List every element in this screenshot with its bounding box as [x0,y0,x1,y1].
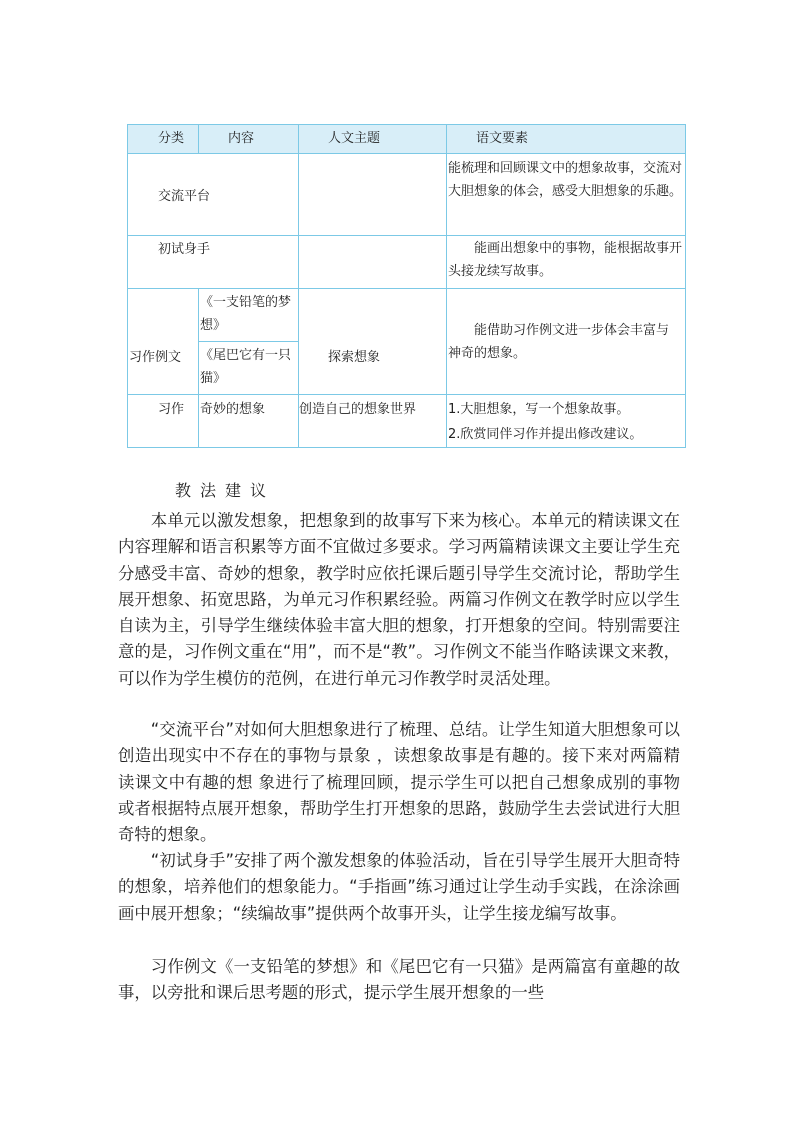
table-header-row [128,125,685,153]
row-liwen-content-2: 《尾巴它有一只猫》 [200,348,292,386]
grid-line [198,341,298,342]
paragraph: 本单元以激发想象，把想象到的故事写下来为核心。本单元的精读课文在内容理解和语言积累等方面不宜做过多要求。学习两篇精读课文主要让学生充分感受丰富、奇妙的想象，教学时应依托课后题引导学生交流讨论，帮助学生展开想象、拓宽思路，为单元习作积累经验。两篇习作例文在教学时应以学生自读为主，引导学生继续体验丰富大胆的想象，打开想象的空间。特别需要注意的是，习作例文重在“用”，而不是“教”。习作例文不能当作略读课文来教，可以作为学生模仿的范例，在进行单元习作教学时灵活处理。 [118,511,680,688]
row-chushi-category: 初试身手 [158,242,211,257]
header-category: 分类 [158,131,185,146]
row-xizuo-element-1: 1.大胆想象，写一个想象故事。 [448,402,630,417]
paragraph: “初试身手”安排了两个激发想象的体验活动，旨在引导学生展开大胆奇特的想象，培养他们的想象能力。“手指画”练习通过让学生动手实践，在涂涂画画中展开想象；“续编故事”提供两个故事开头，让学生接龙编写故事。 [118,851,680,923]
grid-line [446,125,447,447]
section-heading: 教法建议 [175,481,276,500]
header-content: 内容 [228,131,255,146]
grid-line [128,235,685,236]
row-liwen-element: 能借助习作例文进一步体会丰富与 神奇的想象。 [448,323,670,361]
grid-line [128,288,685,289]
grid-line [198,288,199,448]
row-chushi-element: 能画出想象中的事物，能根据故事开头接龙续写故事。 [448,241,683,279]
row-xizuo-content: 奇妙的想象 [200,402,266,417]
header-element: 语文要素 [476,131,529,146]
row-jiaoliu-element: 能梳理和回顾课文中的想象故事，交流对大胆想象的体会，感受大胆想象的乐趣。 [448,161,683,199]
row-liwen-category: 习作例文 [129,350,182,365]
grid-line [128,394,685,395]
row-jiaoliu-category: 交流平台 [158,189,211,204]
paragraph: 习作例文《一支铅笔的梦想》和《尾巴它有一只猫》是两篇富有童趣的故事，以旁批和课后思考题的形式，提示学生展开想象的一些 [118,957,680,1003]
row-xizuo-theme: 创造自己的想象世界 [299,402,417,417]
header-theme: 人文主题 [328,131,381,146]
row-liwen-content-1: 《一支铅笔的梦想》 [200,295,292,333]
row-xizuo-element-2: 2.欣赏同伴习作并提出修改建议。 [448,427,643,442]
row-liwen-theme: 探索想象 [328,350,381,365]
curriculum-table [127,124,686,448]
grid-line [198,125,199,153]
grid-line [128,153,685,154]
paragraph: “交流平台”对如何大胆想象进行了梳理、总结。让学生知道大胆想象可以创造出现实中不存在的事物与景象 ，读想象故事是有趣的。接下来对两篇精读课文中有趣的想 象进行了梳理回顾，提示学生可以把自己想象成别的事物或者根据特点展开想象，帮助学生打开想象的思路，鼓励学生去尝试进行大胆奇特的想象。 [118,720,680,845]
row-xizuo-category: 习作 [158,402,185,417]
